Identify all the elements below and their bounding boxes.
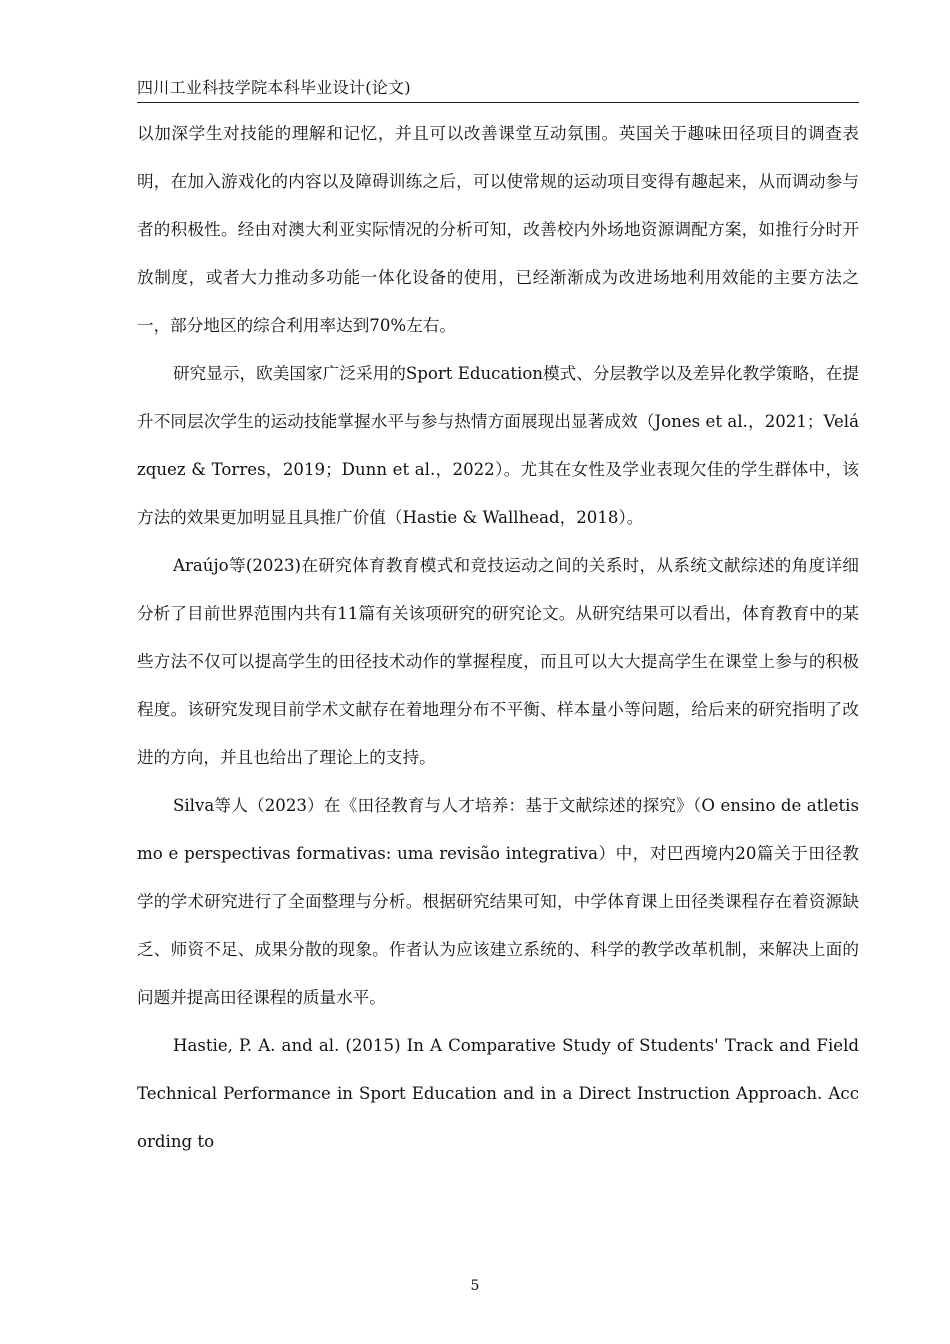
paragraph-continued: 以加深学生对技能的理解和记忆，并且可以改善课堂互动氛围。英国关于趣味田径项目的调查表明，在加入游戏化的内容以及障碍训练之后，可以使常规的运动项目变得有趣起来，从而调动参与者的积极性。经由对澳大利亚实际情况的分析可知，改善校内外场地资源调配方案，如推行分时开放制度，或者大力推动多功能一体化设备的使用，已经渐渐成为改进场地利用效能的主要方法之一，部分地区的综合利用率达到70%左右。 <box>137 124 859 335</box>
body-text <box>137 110 859 1166</box>
paragraph-araujo: Araújo等(2023)在研究体育教育模式和竞技运动之间的关系时，从系统文献综述的角度详细分析了目前世界范围内共有11篇有关该项研究的研究论文。从研究结果可以看出，体育教育中的某些方法不仅可以提高学生的田径技术动作的掌握程度，而且可以大大提高学生在课堂上参与的积极程度。该研究发现目前学术文献存在着地理分布不平衡、样本量小等问题，给后来的研究指明了改进的方向，并且也给出了理论上的支持。 <box>137 556 859 767</box>
page-number: 5 <box>470 1278 480 1294</box>
paragraph-silva: Silva等人（2023）在《田径教育与人才培养：基于文献综述的探究》（O ensino de atletismo e perspectivas formativas: uma revisão integrativa）中，对巴西境内20篇关于田径教学的学术研究进行了全面整理与分析。根据研究结果可知，中学体育课上田径类课程存在着资源缺乏、师资不足、成果分散的现象。作者认为应该建立系统的、科学的教学改革机制，来解决上面的问题并提高田径课程的质量水平。 <box>137 796 859 1007</box>
header-divider <box>137 102 859 103</box>
paragraph-sport-education: 研究显示，欧美国家广泛采用的Sport Education模式、分层教学以及差异化教学策略，在提升不同层次学生的运动技能掌握水平与参与热情方面展现出显著成效（Jones et al.，2021；Velázquez & Torres，2019；Dunn et al.，2022）。尤其在女性及学业表现欠佳的学生群体中，该方法的效果更加明显且具推广价值（Hastie & Wallhead，2018）。 <box>137 364 859 527</box>
paragraph-hastie: Hastie, P. A. and al. (2015) In A Comparative Study of Students' Track and Field Technical Performance in Sport Education and in a Direct Instruction Approach. According to <box>137 1036 859 1151</box>
running-header: 四川工业科技学院本科毕业设计(论文) <box>137 78 411 97</box>
